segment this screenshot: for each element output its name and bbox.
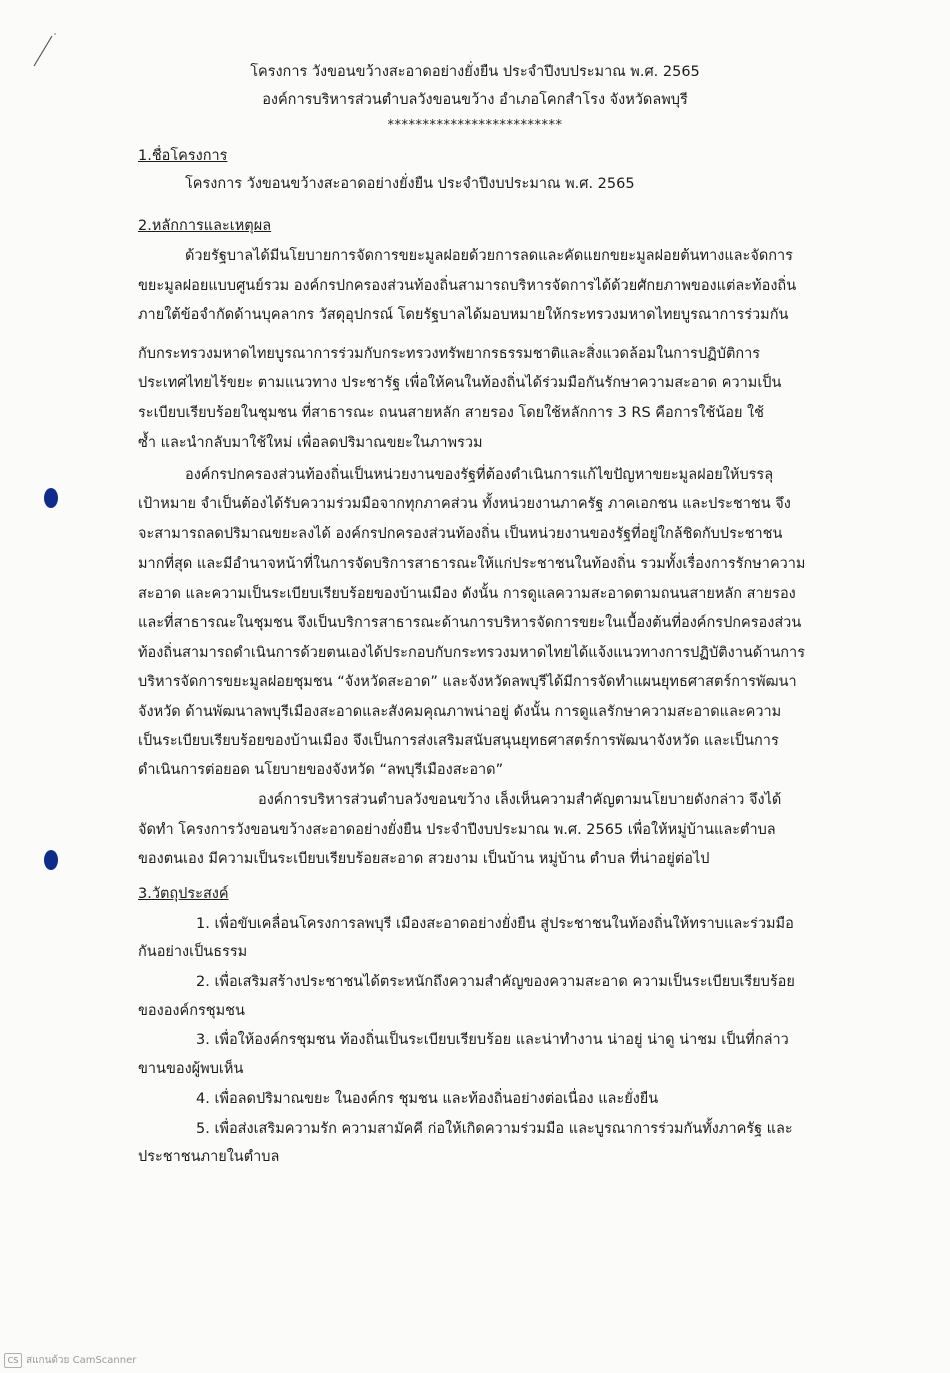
paragraph-line: ดำเนินการต่อยอด นโยบายของจังหวัด “ลพบุรีเมืองสะอาด”	[138, 762, 504, 778]
paragraph-line: จะสามารถลดปริมาณขยะลงได้ องค์กรปกครองส่วนท้องถิ่น เป็นหน่วยงานของรัฐที่อยู่ใกล้ชิดกับประชาชน	[138, 526, 783, 542]
document-title: โครงการ วังขอนขว้างสะอาดอย่างยั่งยืน ประจำปีงบประมาณ พ.ศ. 2565	[250, 64, 700, 80]
objective-item: 1. เพื่อขับเคลื่อนโครงการลพบุรี เมืองสะอาดอย่างยั่งยืน สู่ประชาชนในท้องถิ่นให้ทราบและร่วมมือ	[196, 916, 794, 932]
section-3-heading: 3.วัตถุประสงค์	[138, 886, 229, 902]
paragraph-line: กับกระทรวงมหาดไทยบูรณาการร่วมกับกระทรวงทรัพยากรธรรมชาติและสิ่งแวดล้อมในการปฏิบัติการ	[138, 346, 761, 362]
objective-item: กันอย่างเป็นธรรม	[138, 944, 248, 960]
paragraph-line: จัดทำ โครงการวังขอนขว้างสะอาดอย่างยั่งยืน ประจำปีงบประมาณ พ.ศ. 2565 เพื่อให้หมู่บ้านและตำบล	[138, 822, 776, 838]
objective-item: 4. เพื่อลดปริมาณขยะ ในองค์กร ชุมชน และท้องถิ่นอย่างต่อเนื่อง และยั่งยืน	[196, 1091, 659, 1107]
star-divider: *************************	[387, 118, 563, 133]
paragraph-line: ท้องถิ่นสามารถดำเนินการด้วยตนเองได้ประกอบกับกระทรวงมหาดไทยได้แจ้งแนวทางการปฏิบัติงานด้านการ	[138, 645, 805, 661]
scanner-watermark-text: สแกนด้วย CamScanner	[26, 1355, 137, 1366]
section-2-heading: 2.หลักการและเหตุผล	[138, 218, 272, 234]
paragraph-line: จังหวัด ด้านพัฒนาลพบุรีเมืองสะอาดและสังคมคุณภาพน่าอยู่ ดังนั้น การดูแลรักษาความสะอาดและความ	[138, 704, 782, 720]
scanner-watermark	[4, 1353, 136, 1368]
paragraph-line: เป็นระเบียบเรียบร้อยของบ้านเมือง จึงเป็นการส่งเสริมสนับสนุนยุทธศาสตร์การพัฒนาจังหวัด และเป็นการ	[138, 733, 779, 749]
organization-line: องค์การบริหารส่วนตำบลวังขอนขว้าง อำเภอโคกสำโรง จังหวัดลพบุรี	[262, 92, 688, 108]
paragraph-line: ซ้ำ และนำกลับมาใช้ใหม่ เพื่อลดปริมาณขยะในภาพรวม	[138, 435, 483, 451]
paragraph-line: ประเทศไทยไร้ขยะ ตามแนวทาง ประชารัฐ เพื่อให้คนในท้องถิ่นได้ร่วมมือกันรักษาความสะอาด ความเป็น	[138, 375, 782, 391]
paragraph-line: สะอาด และความเป็นระเบียบเรียบร้อยของบ้านเมือง ดังนั้น การดูแลความสะอาดตามถนนสายหลัก สายรอง	[138, 586, 796, 602]
paragraph-line: ระเบียบเรียบร้อยในชุมชน ที่สาธารณะ ถนนสายหลัก สายรอง โดยใช้หลักการ 3 RS คือการใช้น้อย ใช้	[138, 405, 764, 421]
paragraph-line: เป้าหมาย จำเป็นต้องได้รับความร่วมมือจากทุกภาคส่วน ทั้งหน่วยงานภาครัฐ ภาคเอกชน และประชาชน จึง	[138, 496, 791, 512]
paragraph-line: ด้วยรัฐบาลได้มีนโยบายการจัดการขยะมูลฝอยด้วยการลดและคัดแยกขยะมูลฝอยต้นทางและจัดการ	[185, 248, 793, 264]
paragraph-line: องค์การบริหารส่วนตำบลวังขอนขว้าง เล็งเห็นความสำคัญตามนโยบายดังกล่าว จึงได้	[258, 792, 782, 808]
objective-item: ขานของผู้พบเห็น	[138, 1061, 244, 1077]
paragraph-line: และที่สาธารณะในชุมชน จึงเป็นบริการสาธารณะด้านการบริหารจัดการขยะในเบื้องต้นที่องค์กรปกครองส่วน	[138, 615, 802, 631]
paragraph-line: องค์กรปกครองส่วนท้องถิ่นเป็นหน่วยงานของรัฐที่ต้องดำเนินการแก้ไขปัญหาขยะมูลฝอยให้บรรลุ	[185, 467, 774, 483]
paragraph-line: มากที่สุด และมีอำนาจหน้าที่ในการจัดบริการสาธารณะให้แก่ประชาชนในท้องถิ่น รวมทั้งเรื่องการรักษาความ	[138, 556, 806, 572]
objective-item: 5. เพื่อส่งเสริมความรัก ความสามัคคี ก่อให้เกิดความร่วมมือ และบูรณาการร่วมกันทั้งภาครัฐ และ	[196, 1121, 793, 1137]
section-1-heading: 1.ชื่อโครงการ	[138, 148, 228, 164]
paragraph-line: ของตนเอง มีความเป็นระเบียบเรียบร้อยสะอาด สวยงาม เป็นบ้าน หมู่บ้าน ตำบล ที่น่าอยู่ต่อไป	[138, 851, 710, 867]
project-name: โครงการ วังขอนขว้างสะอาดอย่างยั่งยืน ประจำปีงบประมาณ พ.ศ. 2565	[185, 176, 635, 192]
objective-item: ประชาชนภายในตำบล	[138, 1149, 280, 1165]
punch-hole	[44, 850, 58, 870]
objective-item: 2. เพื่อเสริมสร้างประชาชนได้ตระหนักถึงความสำคัญของความสะอาด ความเป็นระเบียบเรียบร้อย	[196, 974, 795, 990]
objective-item: ขององค์กรชุมชน	[138, 1003, 245, 1019]
objective-item: 3. เพื่อให้องค์กรชุมชน ท้องถิ่นเป็นระเบียบเรียบร้อย และน่าทำงาน น่าอยู่ น่าดู น่าชม เป็นที่กล่าว	[196, 1032, 789, 1048]
paragraph-line: บริหารจัดการขยะมูลฝอยชุมชน “จังหวัดสะอาด” และจังหวัดลพบุรีได้มีการจัดทำแผนยุทธศาสตร์การพัฒนา	[138, 674, 797, 690]
punch-hole	[44, 488, 58, 508]
paragraph-line: ภายใต้ข้อจำกัดด้านบุคลากร วัสดุอุปกรณ์ โดยรัฐบาลได้มอบหมายให้กระทรวงมหาดไทยบูรณาการร่วมกัน	[138, 307, 789, 323]
paragraph-line: ขยะมูลฝอยแบบศูนย์รวม องค์กรปกครองส่วนท้องถิ่นสามารถบริหารจัดการได้ด้วยศักยภาพของแต่ละท้องถิ่น	[138, 278, 797, 294]
camscanner-logo-icon: CS	[4, 1353, 22, 1368]
